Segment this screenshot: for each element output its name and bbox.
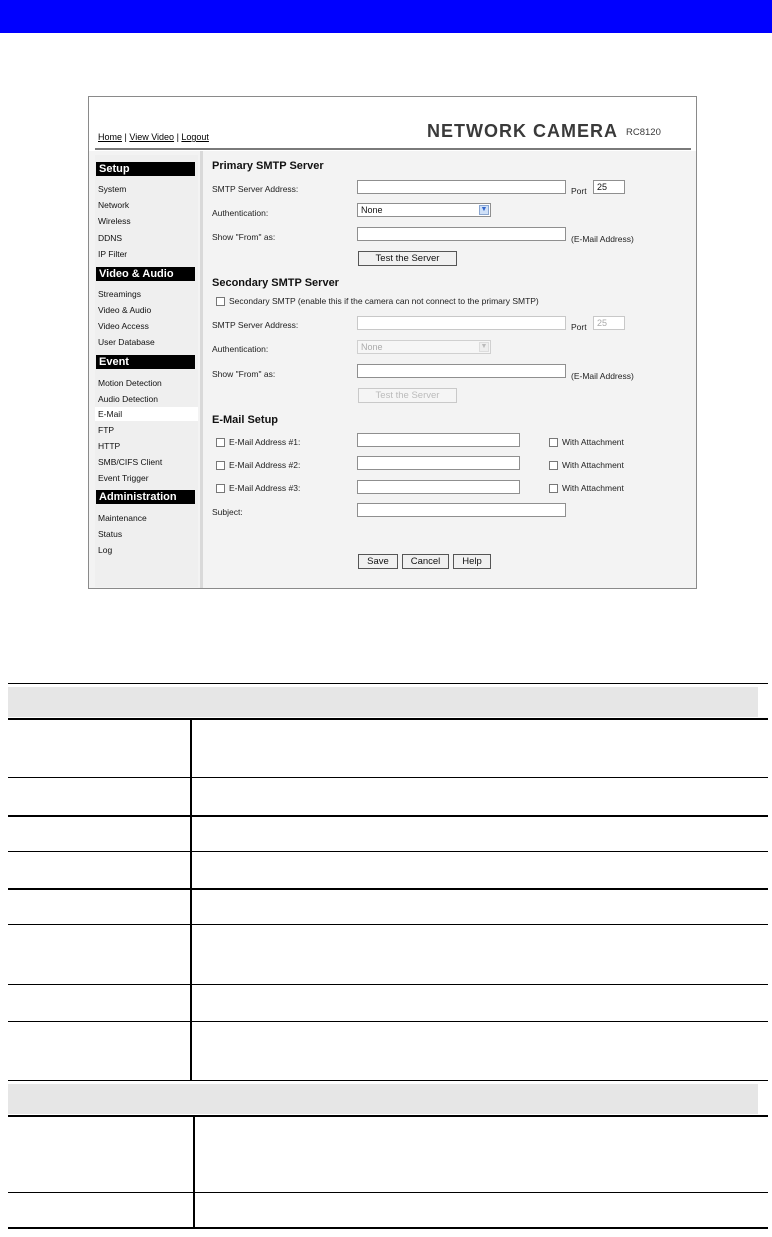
sidebar-item-network[interactable]: Network (98, 200, 130, 210)
primary-from-input[interactable] (357, 227, 566, 241)
email-address-3-input[interactable] (357, 480, 520, 494)
secondary-test-server-button[interactable]: Test the Server (358, 388, 457, 403)
secondary-port-label: Port (571, 322, 587, 332)
table-row-border (8, 1192, 768, 1193)
secondary-from-label: Show "From" as: (212, 369, 276, 379)
email-address-3-checkbox[interactable] (216, 484, 225, 493)
email-address-2-checkbox[interactable] (216, 461, 225, 470)
camera-email-screenshot (88, 96, 697, 589)
page-top-bar (0, 0, 772, 33)
primary-port-label: Port (571, 186, 587, 196)
sidebar-item-ddns[interactable]: DDNS (98, 233, 123, 243)
sidebar-item-log[interactable]: Log (98, 545, 113, 555)
secondary-enable-checkbox[interactable] (216, 297, 225, 306)
email-setup-title: E-Mail Setup (212, 414, 279, 426)
sidebar-section-video-audio: Video & Audio (96, 267, 195, 281)
secondary-auth-label: Authentication: (212, 344, 269, 354)
secondary-auth-value: None (361, 342, 383, 352)
top-links: Home | View Video | Logout (98, 132, 209, 142)
table-column-divider (190, 719, 192, 1081)
table-row-border (8, 888, 768, 890)
sidebar-item-streamings[interactable]: Streamings (98, 289, 141, 299)
sidebar-item-http[interactable]: HTTP (98, 441, 121, 451)
sidebar-item-ftp[interactable]: FTP (98, 425, 115, 435)
cancel-button[interactable]: Cancel (402, 554, 449, 569)
chevron-down-icon: ▼ (480, 343, 488, 350)
brand-title: NETWORK CAMERA (427, 121, 618, 141)
sidebar-item-status[interactable]: Status (98, 529, 123, 539)
sidebar-item-motion-detection[interactable]: Motion Detection (98, 378, 162, 388)
email-address-2-input[interactable] (357, 456, 520, 470)
secondary-smtp-title: Secondary SMTP Server (212, 277, 339, 289)
attachment-2-label: With Attachment (562, 460, 624, 470)
table-row-border (8, 815, 768, 817)
email-address-3-label: E-Mail Address #3: (229, 483, 301, 493)
table-bottom-border (8, 1227, 768, 1229)
sidebar-item-wireless[interactable]: Wireless (98, 216, 131, 226)
table-row-border (8, 1021, 768, 1022)
header (89, 97, 696, 151)
attachment-1-checkbox[interactable] (549, 438, 558, 447)
table-row-border (8, 1080, 768, 1081)
primary-auth-label: Authentication: (212, 208, 269, 218)
sidebar (95, 155, 198, 587)
secondary-port-input[interactable]: 25 (593, 316, 625, 330)
attachment-1-label: With Attachment (562, 437, 624, 447)
sidebar-section-administration: Administration (96, 490, 195, 504)
primary-port-input[interactable]: 25 (593, 180, 625, 194)
home-link[interactable]: Home (98, 132, 123, 142)
sidebar-item-maintenance[interactable]: Maintenance (98, 513, 147, 523)
attachment-3-checkbox[interactable] (549, 484, 558, 493)
sidebar-item-email[interactable]: E-Mail (98, 409, 123, 419)
sidebar-item-ip-filter[interactable]: IP Filter (98, 249, 128, 259)
secondary-from-input[interactable] (357, 364, 566, 378)
email-address-1-label: E-Mail Address #1: (229, 437, 301, 447)
sidebar-item-system[interactable]: System (98, 184, 127, 194)
sidebar-item-audio-detection[interactable]: Audio Detection (98, 394, 159, 404)
subject-label: Subject: (212, 507, 243, 517)
email-address-1-checkbox[interactable] (216, 438, 225, 447)
table-top-border (8, 683, 768, 684)
subject-input[interactable] (357, 503, 566, 517)
table-row-border (8, 777, 768, 778)
email-address-2-label: E-Mail Address #2: (229, 460, 301, 470)
secondary-server-input[interactable] (357, 316, 566, 330)
secondary-from-hint: (E-Mail Address) (571, 371, 634, 381)
table-row-border (8, 718, 768, 720)
help-button[interactable]: Help (453, 554, 491, 569)
primary-auth-value: None (361, 205, 383, 215)
view-video-link[interactable]: View Video (129, 132, 175, 142)
secondary-server-label: SMTP Server Address: (212, 320, 299, 330)
logout-link[interactable]: Logout (181, 132, 209, 142)
sidebar-section-event: Event (96, 355, 195, 369)
table-row-border (8, 984, 768, 985)
sidebar-item-user-database[interactable]: User Database (98, 337, 155, 347)
table-row-border (8, 924, 768, 925)
table-row-border (8, 851, 768, 852)
email-settings-panel (203, 151, 696, 588)
table-section-header-1 (8, 687, 758, 717)
sidebar-item-event-trigger[interactable]: Event Trigger (98, 473, 149, 483)
primary-server-input[interactable] (357, 180, 566, 194)
primary-from-label: Show "From" as: (212, 232, 276, 242)
table-row-border (8, 1115, 768, 1117)
save-button[interactable]: Save (358, 554, 398, 569)
attachment-3-label: With Attachment (562, 483, 624, 493)
attachment-2-checkbox[interactable] (549, 461, 558, 470)
primary-auth-select[interactable] (357, 203, 491, 217)
sidebar-section-setup: Setup (96, 162, 195, 176)
primary-from-hint: (E-Mail Address) (571, 234, 634, 244)
sidebar-item-video-access[interactable]: Video Access (98, 321, 149, 331)
sidebar-item-video-audio[interactable]: Video & Audio (98, 305, 152, 315)
table-section-header-2 (8, 1084, 758, 1114)
table-column-divider (193, 1116, 195, 1228)
primary-server-label: SMTP Server Address: (212, 184, 299, 194)
secondary-auth-select[interactable] (357, 340, 491, 354)
primary-smtp-title: Primary SMTP Server (212, 160, 324, 172)
sidebar-item-smb-cifs-client[interactable]: SMB/CIFS Client (98, 457, 163, 467)
primary-test-server-button[interactable]: Test the Server (358, 251, 457, 266)
chevron-down-icon: ▼ (480, 206, 488, 213)
model-name: RC8120 (626, 127, 661, 138)
header-divider (95, 148, 691, 150)
secondary-enable-label: Secondary SMTP (enable this if the camera can not connect to the primary SMTP) (229, 296, 539, 306)
email-address-1-input[interactable] (357, 433, 520, 447)
